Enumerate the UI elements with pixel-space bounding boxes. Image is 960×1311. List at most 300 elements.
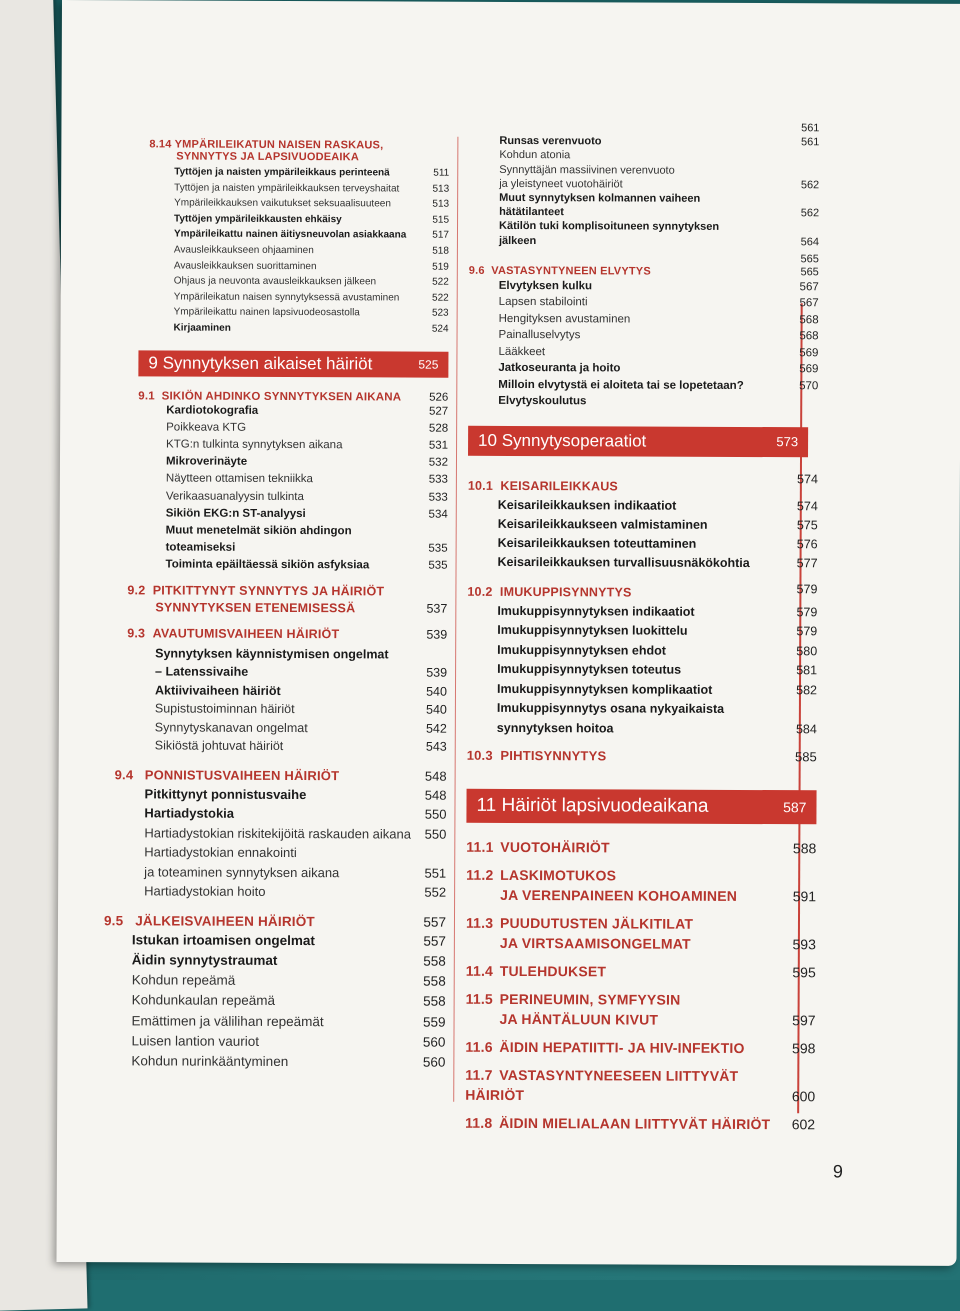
page-ref: 558 [423, 953, 446, 969]
entry-text [497, 641, 796, 662]
toc-entry [144, 784, 446, 805]
entry-text [174, 289, 432, 306]
page-ref: 533 [428, 491, 448, 504]
page-ref: 537 [426, 601, 448, 616]
section-10-1-entries [498, 496, 818, 573]
page-ref: 548 [424, 787, 447, 803]
page-ref: 591 [792, 888, 817, 905]
entry-line: Sikiöstä johtuvat häiriöt [154, 738, 284, 754]
page-ref: 515 [432, 214, 450, 226]
entry-text [144, 842, 424, 882]
entry-line [499, 120, 801, 121]
entry-line: Kohdunkaulan repeämä [131, 992, 276, 1009]
section-title-line2: JA HÄNTÄLUUN KIVUT [499, 1011, 659, 1028]
entry-line: synnytyksen hoitoa [496, 720, 614, 736]
page-ref: 582 [796, 683, 818, 698]
entry-line: Tyttöjen ja naisten ympärileikkaus perinteenä [174, 166, 390, 179]
entry-line: Runsas verenvuoto [499, 135, 602, 148]
toc-entry [155, 736, 447, 756]
page-ref: 595 [792, 964, 816, 981]
entry-line: Milloin elvytystä ei aloiteta tai se lopetetaan? [498, 378, 744, 392]
section-title: JÄLKEISVAIHEEN HÄIRIÖT [135, 912, 315, 929]
page-ref: 542 [425, 721, 447, 736]
entry-line: Poikkeava KTG [166, 421, 247, 434]
chapter-9-banner [138, 350, 448, 377]
entry-text [498, 515, 797, 535]
chapter-page: 525 [418, 357, 439, 372]
entry-line: Tyttöjen ympärileikkausten ehkäisy [174, 213, 342, 226]
section-9-6-entries [498, 278, 819, 411]
toc-entry [144, 803, 446, 824]
entry-line: Elvytyksen kulku [498, 279, 593, 293]
entry-line: Ympärileikkauksen vaikutukset seksuaalisuuteen [174, 197, 391, 210]
entry-text [132, 970, 424, 992]
entry-text [131, 1031, 423, 1053]
entry-line: Imukuppisynnytyksen komplikaatiot [496, 681, 713, 697]
toc-entry [132, 970, 446, 992]
entry-line: Synnytyskanavan ongelmat [154, 719, 308, 735]
entry-text [497, 699, 796, 739]
page-ref: 511 [433, 167, 450, 179]
section-title: VASTASYNTYNEESEEN LIITTYVÄT HÄIRIÖT [465, 1067, 739, 1104]
page-ref: 551 [424, 865, 447, 881]
toc-entry [131, 1052, 445, 1074]
page-ref: 597 [792, 1012, 816, 1029]
entry-text [174, 196, 432, 213]
page-ref: 602 [791, 1116, 816, 1133]
entry-line: Keisarileikkauksen indikaatiot [497, 497, 677, 513]
toc-entry [498, 393, 818, 411]
entry-text [499, 311, 800, 329]
toc-entry [174, 227, 449, 244]
entry-text [497, 680, 796, 701]
entry-line: Mikroverinäyte [165, 455, 248, 468]
entry-line: Elvytyskoulutus [498, 395, 587, 408]
section-number: 11.1 [466, 839, 494, 856]
page-ref: 557 [423, 914, 447, 930]
chapter-page: 587 [783, 799, 807, 816]
section-8-14 [149, 138, 449, 163]
toc-entry [499, 191, 819, 221]
entry-line: Jatkoseuranta ja hoito [498, 362, 621, 375]
entry-line: hätätilanteet [499, 206, 564, 219]
chapter-title: 9 Synnytyksen aikaiset häiriöt [148, 352, 373, 373]
page-ref: 518 [432, 245, 449, 257]
toc-entry [174, 211, 449, 228]
toc-entry [166, 419, 448, 437]
entry-text [131, 1052, 423, 1074]
entry-text [144, 823, 424, 844]
toc-entry [166, 454, 448, 472]
page-ref: 593 [792, 936, 816, 953]
toc-entry [498, 534, 818, 554]
toc-entry [497, 602, 817, 623]
entry-text [499, 278, 800, 296]
toc-entry [132, 950, 446, 972]
entry-text [132, 991, 424, 1013]
section-title: ÄIDIN MIELIALAAN LIITTYVÄT HÄIRIÖT [499, 1115, 771, 1133]
toc-entry [166, 402, 448, 420]
toc-entry [498, 360, 818, 378]
page-ref: 567 [799, 297, 819, 310]
entry-line: Ohjaus ja neuvonta avausleikkauksen jälkeen [173, 275, 377, 288]
entry-text [499, 120, 801, 121]
section-number: 10.3 [466, 748, 493, 764]
entry-text [466, 865, 793, 906]
toc-entry [465, 1037, 815, 1059]
toc-entry [498, 496, 818, 516]
entry-line: Emättimen ja välilihan repeämät [131, 1013, 324, 1029]
toc-entry [174, 305, 449, 322]
entry-line: Hartiadystokian hoito [144, 883, 266, 899]
toc-entry [499, 278, 819, 296]
toc-entry [465, 1065, 815, 1107]
entry-text [166, 402, 429, 420]
page-number: 9 [832, 1161, 843, 1182]
entry-text [466, 961, 793, 982]
chapter-title: 10 Synnytysoperaatiot [478, 430, 647, 451]
entry-text [465, 1065, 792, 1106]
toc-entry [499, 294, 819, 312]
page-ref: 562 [800, 207, 820, 220]
toc-entry [499, 120, 819, 136]
page-ref: 562 [800, 179, 820, 192]
toc-entry [132, 930, 446, 952]
page-ref: 570 [799, 380, 819, 393]
page-ref: 584 [795, 722, 817, 737]
page-ref: 569 [799, 363, 819, 376]
entry-line: Synnyttäjän massiivinen verenvuoto [499, 163, 675, 177]
page-ref: 513 [432, 183, 450, 195]
page-ref: 564 [800, 235, 819, 248]
entry-text [166, 436, 429, 454]
page-ref: 550 [424, 806, 447, 822]
section-title: KEISARILEIKKAUS [500, 478, 619, 494]
page-ref: 523 [431, 307, 449, 320]
section-9-4-entries [144, 784, 447, 902]
entry-line: Istukan irtoamisen ongelmat [131, 931, 315, 948]
page-ref: 561 [801, 122, 820, 135]
entry-text [174, 274, 432, 291]
entry-text [466, 837, 793, 858]
section-10-2 [467, 578, 817, 604]
entry-text [498, 377, 799, 395]
toc-entry [132, 1011, 446, 1033]
section-title: YMPÄRILEIKATUN NAISEN RASKAUS, [174, 138, 384, 152]
section-number: 9.5 [103, 912, 124, 928]
section-9-5 [104, 913, 446, 929]
page-ref: 581 [796, 663, 818, 678]
chapter-11-entries [465, 837, 816, 1135]
section-number: 11.7 [465, 1067, 493, 1084]
page-ref: 580 [796, 644, 818, 659]
section-title: VASTASYNTYNEEN ELVYTYS [491, 264, 651, 278]
page-ref: 565 [800, 266, 819, 279]
entry-line: Avausleikkaukseen ohjaaminen [173, 244, 314, 257]
page-ref: 585 [794, 749, 817, 765]
section-title-line2: SYNNYTYS JA LAPSIVUODEAIKA [176, 150, 359, 164]
page-ref: 540 [426, 702, 447, 717]
toc-entry [166, 522, 448, 558]
section-number: 9.3 [127, 625, 146, 640]
entry-line: Lapsen stabilointi [498, 296, 588, 309]
section-number: 11.2 [466, 867, 494, 884]
toc-entry [174, 196, 449, 213]
toc-entry [155, 699, 447, 719]
toc-entry [132, 991, 446, 1013]
entry-line: Kätilön tuki komplisoituneen synnytyksen [498, 220, 720, 234]
section-8-14-entries [174, 164, 450, 337]
toc-entry [499, 311, 819, 329]
section-number: 11.5 [465, 991, 493, 1008]
entry-text [166, 454, 429, 472]
toc-entry [466, 865, 816, 907]
entry-line: Verikaasuanalyysin tulkinta [165, 490, 304, 503]
entry-text [132, 950, 424, 972]
toc-entry [166, 488, 448, 506]
page-ref: 569 [799, 347, 819, 360]
entry-text [144, 803, 424, 824]
page-ref: 522 [431, 292, 449, 304]
entry-text [174, 227, 432, 244]
entry-line: Lääkkeet [498, 345, 546, 358]
entry-line: Painalluselvytys [498, 329, 581, 342]
toc-entry [165, 557, 447, 575]
entry-line: Keisarileikkauksen turvallisuusnäkökohtia [497, 554, 750, 570]
section-title-line2: JA VIRTSAAMISONGELMAT [499, 935, 691, 953]
toc-entry [498, 553, 818, 573]
toc-right-column [465, 120, 819, 1143]
toc-entry [166, 436, 448, 454]
section-title: VUOTOHÄIRIÖT [500, 839, 610, 856]
entry-text [499, 134, 801, 150]
page-ref: 548 [424, 768, 447, 784]
entry-text [466, 913, 793, 954]
entry-line: Imukuppisynnytys osana nykyaikaista [496, 701, 725, 717]
page-ref: 550 [424, 826, 447, 842]
entry-line: ja toteaminen synnytyksen aikana [144, 863, 340, 880]
entry-line: Ympärileikatun naisen synnytyksessä avustaminen [173, 291, 400, 304]
entry-line: Imukuppisynnytyksen indikaatiot [497, 603, 695, 619]
page-ref: 560 [422, 1034, 446, 1050]
entry-line: Kohdun nurinkääntyminen [131, 1053, 289, 1070]
toc-entry [144, 842, 446, 882]
toc-entry [497, 621, 817, 642]
entry-text [166, 522, 429, 558]
entry-text [174, 242, 432, 259]
section-number: 10.1 [467, 478, 494, 493]
page-ref: 568 [799, 330, 819, 343]
section-title: PIHTISYNNYTYS [500, 748, 607, 764]
section-title-line2: JA VERENPAINEEN KOHOAMINEN [500, 887, 738, 905]
page-ref: 558 [423, 973, 446, 989]
page-ref: 565 [800, 253, 819, 266]
entry-line: Imukuppisynnytyksen ehdot [497, 642, 666, 658]
entry-text [155, 644, 426, 682]
entry-text [132, 1011, 424, 1033]
toc-entry [174, 320, 449, 337]
page-ref: 552 [424, 884, 447, 900]
toc-entry [497, 660, 817, 681]
section-title: PERINEUMIN, SYMFYYSIN [499, 991, 681, 1009]
entry-line: Hartiadystokian ennakointi [144, 844, 297, 861]
toc-entry [166, 471, 448, 489]
entry-line: Aktiivivaiheen häiriöt [154, 682, 281, 698]
entry-text [174, 305, 432, 322]
entry-line: Synnytyksen käynnistymisen ongelmat [155, 645, 389, 661]
section-number: 10.2 [467, 584, 493, 599]
entry-line: Ympärileikattu nainen lapsivuodeosastolla [173, 306, 360, 319]
entry-line: jälkeen [498, 234, 537, 247]
page-ref: 576 [796, 537, 818, 552]
toc-entry [174, 242, 449, 259]
page-ref: 558 [423, 994, 446, 1010]
section-9-4 [115, 767, 447, 783]
toc-left-column [103, 138, 450, 1073]
entry-text [155, 699, 426, 719]
entry-text [499, 219, 801, 249]
entry-line: Supistustoiminnan häiriöt [154, 701, 295, 717]
page-ref: 575 [796, 518, 818, 533]
continued-entries [499, 120, 820, 249]
section-9-1-entries [165, 402, 448, 575]
page-ref: 574 [796, 499, 818, 514]
section-number: 11.6 [465, 1039, 493, 1056]
entry-line: Pitkittynyt ponnistusvaihe [144, 785, 307, 802]
toc-entry [498, 344, 818, 362]
page-ref: 543 [425, 739, 447, 754]
page-ref: 577 [796, 556, 818, 571]
page-ref: 561 [801, 136, 820, 149]
section-9-3 [127, 626, 447, 641]
toc-entry [498, 515, 818, 535]
entry-text [174, 211, 432, 228]
entry-text [499, 327, 800, 345]
entry-line: toteamiseksi [165, 541, 236, 554]
entry-text [497, 660, 796, 681]
section-title: LASKIMOTUKOS [500, 867, 617, 884]
toc-entry [499, 219, 819, 249]
section-10-3 [467, 748, 817, 765]
entry-text [174, 164, 433, 181]
entry-line: Kohdun repeämä [131, 972, 236, 988]
entry-line: Imukuppisynnytyksen toteutus [497, 662, 682, 678]
section-number: 11.4 [465, 963, 494, 980]
entry-text [144, 881, 424, 902]
entry-line: Luisen lantion vauriot [131, 1033, 260, 1049]
entry-text [497, 621, 796, 642]
entry-text [499, 163, 801, 193]
page-ref: 579 [796, 624, 818, 639]
toc-entry [497, 680, 817, 701]
page-ref: 557 [423, 933, 446, 949]
entry-line: KTG:n tulkinta synnytyksen aikana [166, 438, 343, 452]
entry-line: Sikiön EKG:n ST-analyysi [165, 507, 306, 520]
page-ref: 524 [431, 323, 449, 335]
section-10-2-entries [497, 602, 818, 740]
chapter-11-banner [466, 789, 816, 825]
section-number: 8.14 [149, 138, 172, 151]
entry-text [465, 1037, 792, 1058]
toc-entry [499, 327, 819, 345]
entry-text [166, 505, 429, 523]
column-rule-left [453, 137, 458, 1102]
section-number: 9.2 [127, 582, 146, 597]
page-ref: 579 [796, 582, 818, 597]
entry-text [465, 1113, 792, 1134]
entry-line: Hartiadystokia [144, 805, 235, 821]
chapter-10-banner [468, 426, 808, 457]
entry-line: – Latenssivaihe [155, 664, 249, 679]
toc-entry [174, 289, 449, 306]
entry-text [498, 393, 818, 411]
section-title: SIKIÖN AHDINKO SYNNYTYKSEN AIKANA [161, 389, 402, 404]
toc-entry [497, 699, 817, 739]
page-ref: 535 [428, 559, 448, 573]
section-number: 9.6 [468, 264, 485, 277]
entry-text [497, 602, 796, 623]
entry-line: Hartiadystokian riskitekijöitä raskauden aikana [144, 824, 412, 842]
page-ref: 560 [422, 1054, 446, 1071]
toc-entry [466, 913, 816, 955]
toc-entry [466, 961, 816, 983]
entry-line: Avausleikkauksen suorittaminen [173, 260, 317, 272]
entry-line: Kardiotokografia [166, 403, 259, 417]
entry-text [498, 496, 797, 516]
page-ref: 528 [428, 422, 449, 435]
entry-text [174, 258, 432, 275]
entry-text [498, 360, 799, 378]
section-9-2 [127, 582, 447, 617]
page-ref: 539 [426, 627, 448, 642]
entry-line: Keisarileikkaukseen valmistaminen [497, 516, 708, 532]
page-ref: 533 [428, 473, 448, 487]
entry-text [466, 989, 793, 1030]
section-10-1 [468, 468, 818, 498]
toc-entry [144, 823, 446, 844]
entry-text [155, 718, 426, 738]
page-ref: 534 [428, 508, 448, 521]
entry-text [498, 344, 799, 362]
toc-entry [144, 881, 446, 902]
section-number: 11.3 [465, 915, 494, 932]
entry-line: Ympärileikattu nainen äitiysneuvolan asiakkaana [173, 228, 407, 241]
toc-entry [155, 644, 447, 682]
section-title-line2: SYNNYTYKSEN ETENEMISESSÄ [155, 599, 356, 615]
page-ref: 517 [432, 229, 449, 242]
toc-entry [497, 641, 817, 662]
entry-line: Tyttöjen ja naisten ympärileikkauksen terveyshaitat [174, 182, 400, 195]
page-ref: 567 [799, 281, 819, 294]
page-ref: 579 [796, 605, 818, 620]
entry-line: Kirjaaminen [173, 322, 231, 334]
page-ref: 527 [428, 405, 449, 418]
entry-line: Näytteen ottamisen tekniikka [165, 472, 313, 486]
toc-entry [155, 681, 447, 701]
entry-line: Imukuppisynnytyksen luokittelu [497, 623, 688, 639]
section-9-6 [469, 252, 819, 280]
toc-entry [174, 258, 449, 275]
toc-entry [499, 148, 819, 164]
entry-text [144, 784, 424, 805]
entry-text [166, 471, 429, 489]
page-ref: 526 [429, 391, 449, 404]
entry-text [165, 557, 428, 575]
page-ref: 574 [797, 472, 818, 487]
entry-line: Toiminta epäiltäessä sikiön asfyksiaa [165, 558, 370, 572]
entry-text [499, 294, 800, 312]
section-title: AVAUTUMISVAIHEEN HÄIRIÖT [152, 625, 340, 641]
